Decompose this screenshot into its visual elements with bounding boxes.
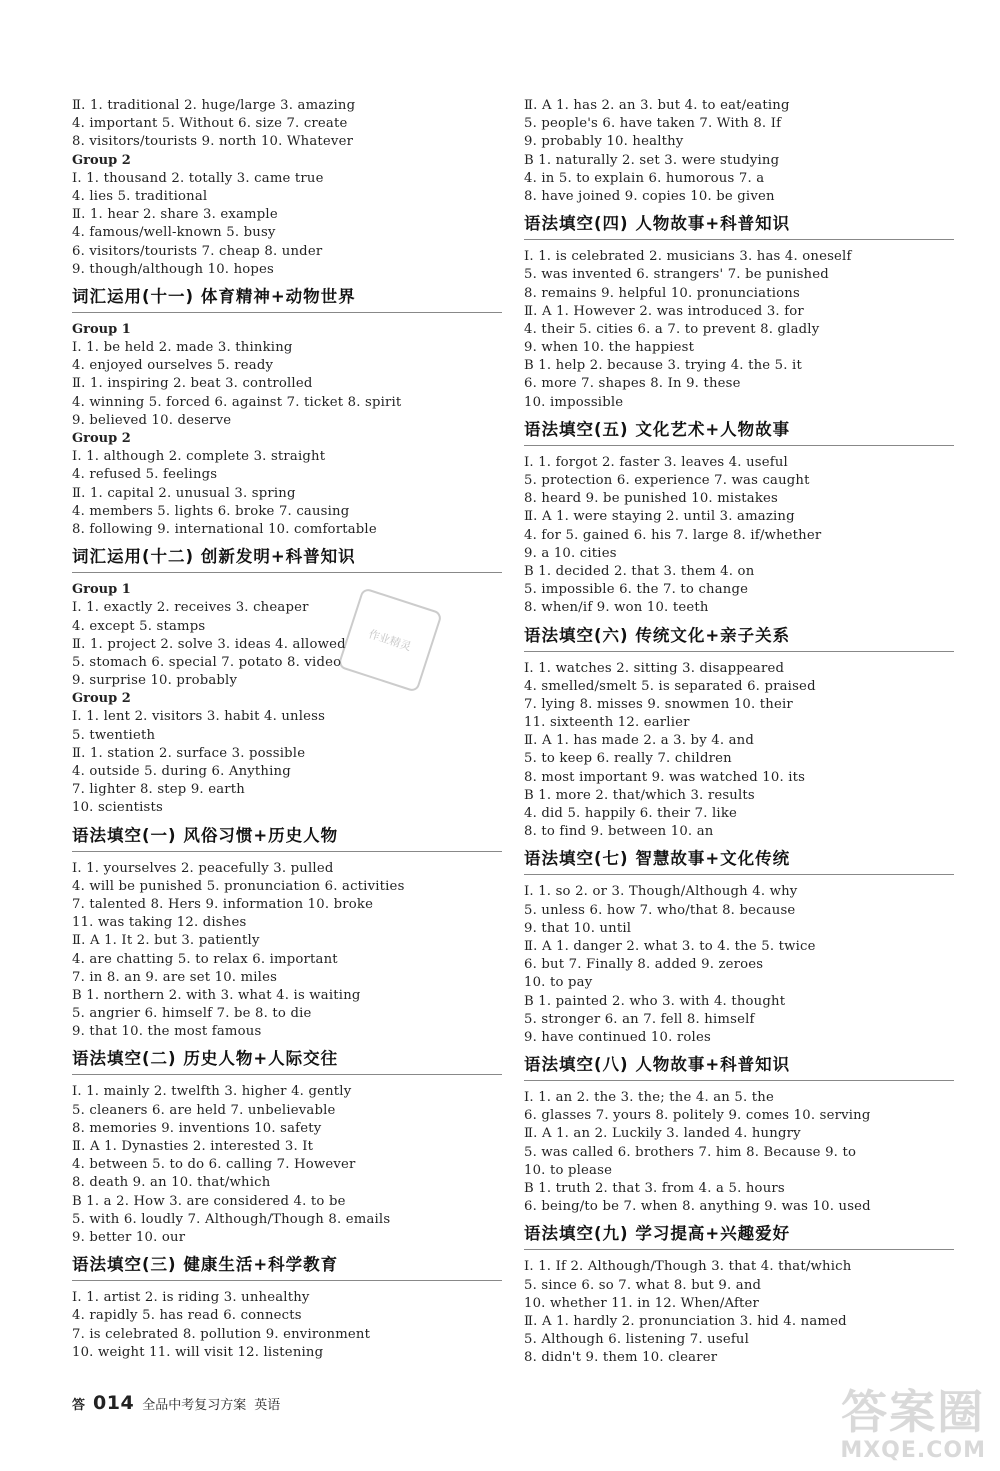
left-answer-column	[72, 97, 502, 1362]
answer-line: 9. probably 10. healthy	[524, 134, 684, 150]
answer-line: 4. between 5. to do 6. calling 7. However	[72, 1157, 356, 1173]
answer-line: Ⅰ. 1. forgot 2. faster 3. leaves 4. useful	[524, 454, 788, 470]
answer-line: B 1. a 2. How 3. are considered 4. to be	[72, 1193, 346, 1209]
answer-line: 5. people's 6. have taken 7. With 8. If	[524, 116, 782, 132]
section-heading: 语法填空(四) 人物故事+科普知识	[524, 209, 954, 240]
answer-line: 7. lighter 8. step 9. earth	[72, 782, 245, 798]
section-heading: 语法填空(九) 学习提高+兴趣爱好	[524, 1219, 954, 1250]
subject-label: 英语	[254, 1398, 281, 1413]
answer-line: 5. stomach 6. special 7. potato 8. video	[72, 654, 342, 670]
answer-line: 5. since 6. so 7. what 8. but 9. and	[524, 1277, 762, 1293]
answer-line: 4. smelled/smelt 5. is separated 6. praised	[524, 678, 816, 694]
answer-line: 7. lying 8. misses 9. snowmen 10. their	[524, 696, 793, 712]
section-heading: 语法填空(二) 历史人物+人际交往	[72, 1044, 502, 1075]
answer-line: 5. twentieth	[72, 727, 156, 743]
answer-line: 10. to please	[524, 1162, 613, 1178]
answer-line: Ⅱ. A 1. Dynasties 2. interested 3. It	[72, 1139, 314, 1154]
answer-line: 9. that 10. the most famous	[72, 1024, 262, 1040]
answer-line: 6. but 7. Finally 8. added 9. zeroes	[524, 957, 764, 973]
answer-line: 10. impossible	[524, 394, 624, 410]
answer-line: 6. visitors/tourists 7. cheap 8. under	[72, 243, 323, 259]
section-heading: 词汇运用(十一) 体育精神+动物世界	[72, 282, 502, 313]
answer-line: B 1. help 2. because 3. trying 4. the 5. it	[524, 358, 802, 374]
answer-line: B 1. painted 2. who 3. with 4. thought	[524, 993, 786, 1009]
section-heading: 词汇运用(十二) 创新发明+科普知识	[72, 542, 502, 573]
answer-line: Ⅰ. 1. mainly 2. twelfth 3. higher 4. gently	[72, 1084, 352, 1100]
answer-line: 4. their 5. cities 6. a 7. to prevent 8. gladly	[524, 321, 820, 337]
answer-line: Ⅱ. A 1. has 2. an 3. but 4. to eat/eating	[524, 98, 790, 113]
answer-line: Ⅱ. A 1. danger 2. what 3. to 4. the 5. twice	[524, 938, 816, 954]
answer-line: 4. will be punished 5. pronunciation 6. activities	[72, 878, 405, 894]
answer-line: Ⅱ. A 1. were staying 2. until 3. amazing	[524, 509, 795, 525]
answer-line: 7. is celebrated 8. pollution 9. environment	[72, 1326, 371, 1342]
site-watermark	[840, 1386, 986, 1463]
answer-line: 4. in 5. to explain 6. humorous 7. a	[524, 170, 765, 186]
answer-line: 4. enjoyed ourselves 5. ready	[72, 358, 274, 374]
section-heading: 语法填空(五) 文化艺术+人物故事	[524, 415, 954, 446]
answer-line: 10. scientists	[72, 800, 163, 816]
answer-line: 8. when/if 9. won 10. teeth	[524, 600, 709, 616]
answer-line: Ⅱ. 1. traditional 2. huge/large 3. amazing	[72, 98, 356, 113]
answer-line: Ⅱ. 1. hear 2. share 3. example	[72, 207, 278, 223]
answer-line: 8. most important 9. was watched 10. its	[524, 769, 806, 785]
answer-line: 8. following 9. international 10. comfortable	[72, 521, 377, 537]
answer-line: 6. being/to be 7. when 8. anything 9. was 10. used	[524, 1199, 871, 1215]
answer-line: B 1. northern 2. with 3. what 4. is waiting	[72, 987, 361, 1003]
group-label: Group 2	[72, 152, 131, 168]
watermark-url: MXQE.COM	[840, 1438, 986, 1463]
answer-line: Ⅱ. A 1. It 2. but 3. patiently	[72, 933, 260, 949]
answer-line: 5. Although 6. listening 7. useful	[524, 1332, 750, 1348]
answer-line: 4. famous/well-known 5. busy	[72, 225, 276, 241]
answer-line: 4. important 5. Without 6. size 7. create	[72, 116, 348, 132]
answer-line: Ⅰ. 1. lent 2. visitors 3. habit 4. unless	[72, 709, 326, 725]
answer-line: 6. glasses 7. yours 8. politely 9. comes 10. serving	[524, 1108, 871, 1124]
answer-line: 4. lies 5. traditional	[72, 188, 208, 204]
answer-line: 4. except 5. stamps	[72, 618, 206, 634]
answer-line: Ⅰ. 1. yourselves 2. peacefully 3. pulled	[72, 860, 334, 876]
answer-line: Ⅰ. 1. be held 2. made 3. thinking	[72, 340, 293, 356]
answer-line: 5. angrier 6. himself 7. be 8. to die	[72, 1006, 312, 1022]
answer-line: Ⅱ. A 1. an 2. Luckily 3. landed 4. hungry	[524, 1126, 801, 1142]
answer-line: B 1. naturally 2. set 3. were studying	[524, 152, 780, 168]
group-label: Group 1	[72, 582, 131, 598]
section-heading: 语法填空(三) 健康生活+科学教育	[72, 1250, 502, 1281]
answer-line: 9. a 10. cities	[524, 545, 617, 561]
answer-line: 8. memories 9. inventions 10. safety	[72, 1120, 322, 1136]
answer-line: Ⅱ. A 1. has made 2. a 3. by 4. and	[524, 733, 755, 749]
page-number: 014	[93, 1392, 135, 1414]
answer-line: 9. surprise 10. probably	[72, 673, 238, 689]
answer-line: Ⅰ. 1. exactly 2. receives 3. cheaper	[72, 600, 309, 616]
answer-line: Ⅱ. 1. inspiring 2. beat 3. controlled	[72, 376, 313, 392]
answer-line: 11. was taking 12. dishes	[72, 915, 247, 931]
answer-line: 9. have continued 10. roles	[524, 1029, 711, 1045]
answer-line: 6. more 7. shapes 8. In 9. these	[524, 376, 741, 392]
answer-line: 5. protection 6. experience 7. was caught	[524, 473, 810, 488]
answer-line: 5. stronger 6. an 7. fell 8. himself	[524, 1011, 755, 1027]
answer-line: Ⅰ. 1. If 2. Although/Though 3. that 4. that/which	[524, 1259, 852, 1275]
answer-line: 9. better 10. our	[72, 1229, 186, 1245]
answer-line: 9. believed 10. deserve	[72, 412, 232, 428]
section-heading: 语法填空(六) 传统文化+亲子关系	[524, 621, 954, 652]
answer-line: 8. have joined 9. copies 10. be given	[524, 188, 775, 204]
watermark-logo-text: 答案圈	[841, 1385, 986, 1439]
answer-line: 4. did 5. happily 6. their 7. like	[524, 806, 738, 821]
answer-line: Ⅰ. 1. although 2. complete 3. straight	[72, 449, 326, 465]
book-title: 全品中考复习方案	[142, 1398, 247, 1413]
answer-line: Ⅱ. 1. project 2. solve 3. ideas 4. allowed	[72, 636, 346, 652]
answer-line: 7. in 8. an 9. are set 10. miles	[72, 969, 278, 985]
answer-line: 8. death 9. an 10. that/which	[72, 1175, 271, 1191]
answer-line: 5. to keep 6. really 7. children	[524, 751, 732, 767]
answer-line: Ⅰ. 1. artist 2. is riding 3. unhealthy	[72, 1290, 310, 1306]
page-footer	[72, 1392, 280, 1414]
answer-line: 4. outside 5. during 6. Anything	[72, 764, 291, 779]
section-heading: 语法填空(八) 人物故事+科普知识	[524, 1050, 954, 1081]
answer-line: 11. sixteenth 12. earlier	[524, 715, 690, 731]
answer-line: 9. that 10. until	[524, 920, 632, 936]
right-answer-column	[524, 97, 954, 1368]
answer-line: 10. weight 11. will visit 12. listening	[72, 1344, 324, 1360]
answer-line: 5. was called 6. brothers 7. him 8. Because 9. to	[524, 1144, 857, 1160]
answer-line: Ⅰ. 1. thousand 2. totally 3. came true	[72, 170, 324, 186]
answer-line: 8. to find 9. between 10. an	[524, 824, 714, 840]
answer-line: Ⅱ. 1. capital 2. unusual 3. spring	[72, 485, 296, 501]
answer-line: B 1. truth 2. that 3. from 4. a 5. hours	[524, 1181, 785, 1196]
group-label: Group 1	[72, 321, 131, 337]
answer-line: 4. for 5. gained 6. his 7. large 8. if/whether	[524, 527, 822, 543]
answer-line: 8. visitors/tourists 9. north 10. Whatever	[72, 134, 354, 150]
answer-line: 10. whether 11. in 12. When/After	[524, 1295, 760, 1311]
answer-line: Ⅱ. 1. station 2. surface 3. possible	[72, 745, 306, 761]
answer-line: 5. with 6. loudly 7. Although/Though 8. emails	[72, 1211, 391, 1227]
answer-line: B 1. decided 2. that 3. them 4. on	[524, 563, 755, 579]
answer-line: 8. remains 9. helpful 10. pronunciations	[524, 285, 800, 301]
answer-line: 9. when 10. the happiest	[524, 340, 695, 356]
answer-line: 8. didn't 9. them 10. clearer	[524, 1350, 718, 1366]
answer-line: 5. cleaners 6. are held 7. unbelievable	[72, 1102, 336, 1118]
answer-mark: 答	[72, 1398, 86, 1413]
group-label: Group 2	[72, 691, 131, 707]
answer-line: Ⅰ. 1. so 2. or 3. Though/Although 4. why	[524, 884, 798, 900]
answer-line: 4. are chatting 5. to relax 6. important	[72, 951, 338, 967]
answer-line: Ⅰ. 1. an 2. the 3. the; the 4. an 5. the	[524, 1090, 774, 1106]
answer-line: 4. winning 5. forced 6. against 7. ticket 8. spirit	[72, 394, 402, 410]
answer-line: 4. members 5. lights 6. broke 7. causing	[72, 503, 350, 519]
section-heading: 语法填空(七) 智慧故事+文化传统	[524, 844, 954, 875]
answer-line: Ⅰ. 1. is celebrated 2. musicians 3. has 4. oneself	[524, 249, 852, 265]
answer-line: Ⅰ. 1. watches 2. sitting 3. disappeared	[524, 660, 785, 676]
answer-line: Ⅱ. A 1. hardly 2. pronunciation 3. hid 4. named	[524, 1313, 847, 1329]
answer-line: B 1. more 2. that/which 3. results	[524, 787, 755, 803]
answer-line: 10. to pay	[524, 975, 593, 991]
answer-line: 5. impossible 6. the 7. to change	[524, 582, 749, 598]
answer-line: Ⅱ. A 1. However 2. was introduced 3. for	[524, 303, 804, 319]
section-heading: 语法填空(一) 风俗习惯+历史人物	[72, 821, 502, 852]
stamp-text: 作业精灵	[366, 627, 413, 654]
answer-line: 9. though/although 10. hopes	[72, 261, 275, 277]
answer-line: 5. was invented 6. strangers' 7. be punished	[524, 267, 829, 283]
answer-line: 8. heard 9. be punished 10. mistakes	[524, 491, 779, 507]
answer-line: 4. refused 5. feelings	[72, 467, 218, 483]
answer-line: 5. unless 6. how 7. who/that 8. because	[524, 902, 796, 918]
answer-line: 4. rapidly 5. has read 6. connects	[72, 1308, 302, 1324]
answer-line: 7. talented 8. Hers 9. information 10. broke	[72, 896, 374, 912]
group-label: Group 2	[72, 431, 131, 446]
